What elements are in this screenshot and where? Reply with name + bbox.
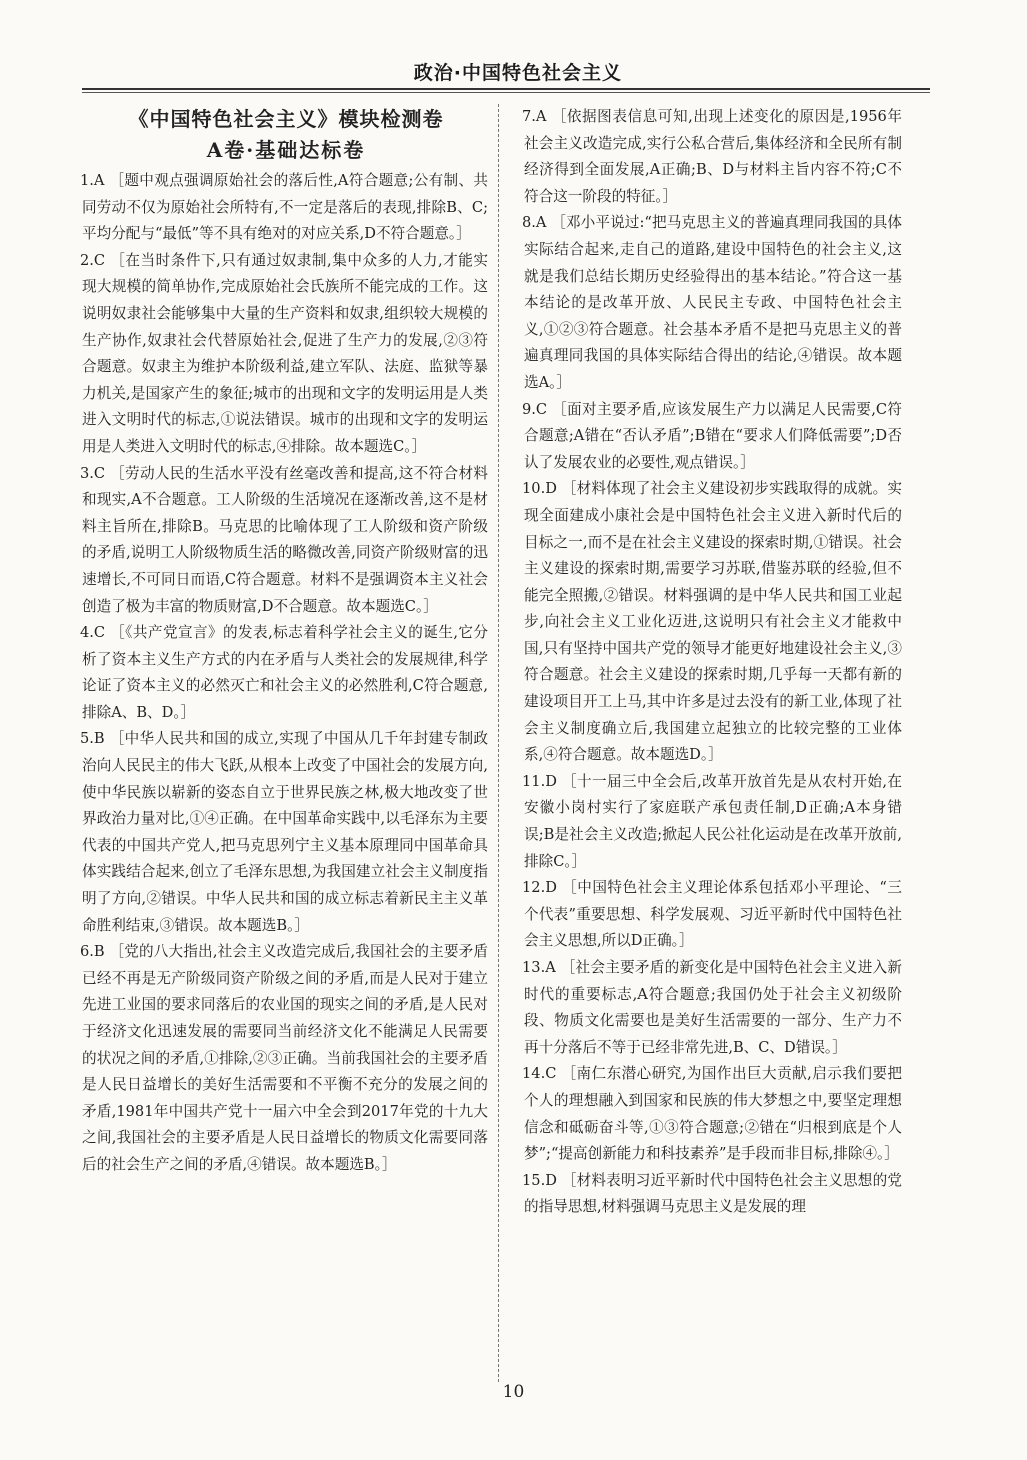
- answer-number: 10.D: [522, 480, 557, 498]
- volume-title: A卷·基础达标卷: [206, 138, 366, 162]
- answer-number: 12.D: [522, 879, 557, 897]
- answer-number: 4.C: [80, 624, 106, 642]
- answer-number: 3.C: [80, 464, 106, 482]
- answer-number: 8.A: [522, 214, 547, 232]
- answer-number: 2.C: [80, 251, 106, 269]
- answer-text: ［邓小平说过:“把马克思主义的普遍真理同我国的具体实际结合起来,走自己的道路,建设中国特色的社会主义,这就是我们总结长期历史经验得出的基本结论。”符合这一基本结论的是改革开放、人民民主专政、中国特色社会主义,①②③符合题意。社会基本矛盾不是把马克思主义的普遍真理同我国的具体实际结合得出的结论,④错误。故本题选A。］: [524, 214, 902, 391]
- answer-item-14: [510, 1061, 902, 1167]
- answer-text: ［中华人民共和国的成立,实现了中国从几千年封建专制政治向人民民主的伟大飞跃,从根本上改变了中国社会的发展方向,使中华民族以崭新的姿态自立于世界民族之林,极大地改变了世界政治力量对比,①④正确。在中国革命实践中,以毛泽东为主要代表的中国共产党人,把马克思列宁主义基本原理同中国革命具体实践结合起来,创立了毛泽东思想,为我国建立社会主义制度指明了方向,②错误。中华人民共和国的成立标志着新民主主义革命胜利结束,③错误。故本题选B。］: [82, 730, 488, 934]
- answer-text: ［在当时条件下,只有通过奴隶制,集中众多的人力,才能实现大规模的简单协作,完成原始社会氏族所不能完成的工作。这说明奴隶社会能够集中大量的生产资料和奴隶,组织较大规模的生产协作,奴隶社会代替原始社会,促进了生产力的发展,②③符合题意。奴隶主为维护本阶级利益,建立军队、法庭、监狱等暴力机关,是国家产生的象征;城市的出现和文字的发明运用是人类进入文明时代的标志,①说法错误。城市的出现和文字的发明运用是人类进入文明时代的标志,④排除。故本题选C。］: [82, 251, 489, 455]
- header-title: 政治·中国特色社会主义: [413, 62, 622, 84]
- answer-text: ［材料表明习近平新时代中国特色社会主义思想的党的指导思想,材料强调马克思主义是发展的理: [524, 1171, 902, 1216]
- column-divider: [498, 104, 499, 1382]
- answer-item-13: [510, 955, 902, 1061]
- answer-number: 7.A: [522, 108, 547, 125]
- answer-item-11: [510, 769, 902, 875]
- answer-item-5: [64, 726, 488, 939]
- answer-text: ［社会主要矛盾的新变化是中国特色社会主义进入新时代的重要标志,A符合题意;我国仍处于社会主义初级阶段、物质文化需要也是美好生活需要的一部分、生产力不再十分落后不等于已经非常先进,B、C、D错误。］: [524, 959, 902, 1056]
- answer-item-12: [510, 875, 902, 955]
- right-column: [510, 104, 902, 1221]
- answer-number: 14.C: [522, 1065, 557, 1083]
- answer-text: ［材料体现了社会主义建设初步实践取得的成就。实现全面建成小康社会是中国特色社会主义进入新时代后的目标之一,而不是在社会主义建设的探索时期,①错误。社会主义建设的探索时期,需要学习苏联,借鉴苏联的经验,但不能完全照搬,②错误。材料强调的是中华人民共和国工业起步,向社会主义工业化迈进,这说明只有社会主义才能救中国,只有坚持中国共产党的领导才能更好地建设社会主义,③符合题意。社会主义建设的探索时期,几乎每一天都有新的建设项目开工上马,其中许多是过去没有的新工业,体现了社会主义制度确立后,我国建立起独立的比较完整的工业体系,④符合题意。故本题选D。］: [524, 480, 902, 764]
- answer-item-6: [64, 939, 488, 1178]
- answer-text: ［党的八大指出,社会主义改造完成后,我国社会的主要矛盾已经不再是无产阶级同资产阶级之间的矛盾,而是人民对于建立先进工业国的要求同落后的农业国的现实之间的矛盾,是人民对于经济文化迅速发展的需要同当前经济文化不能满足人民需要的状况之间的矛盾,①排除,②③正确。当前我国社会的主要矛盾是人民日益增长的美好生活需要和不平衡不充分的发展之间的矛盾,1981年中国共产党十一届六中全会到2017年党的十九大之间,我国社会的主要矛盾是人民日益增长的物质文化需要同落后的社会生产之间的矛盾,④错误。故本题选B。］: [82, 943, 489, 1173]
- answer-number: 6.B: [80, 943, 105, 961]
- answer-item-9: [510, 397, 902, 477]
- answer-number: 5.B: [80, 730, 105, 748]
- answer-text: ［十一届三中全会后,改革开放首先是从农村开始,在安徽小岗村实行了家庭联产承包责任制,D正确;A本身错误;B是社会主义改造;掀起人民公社化运动是在改革开放前,排除C。］: [524, 772, 902, 870]
- answer-number: 9.C: [522, 400, 548, 418]
- module-title: 《中国特色社会主义》模块检测卷: [128, 107, 444, 131]
- answer-item-3: [64, 461, 488, 621]
- answer-item-1: [64, 168, 488, 248]
- answer-text: ［《共产党宣言》的发表,标志着科学社会主义的诞生,它分析了资本主义生产方式的内在矛盾与人类社会的发展规律,科学论证了资本主义的必然灭亡和社会主义的必然胜利,C符合题意,排除A、B、D。］: [82, 624, 489, 721]
- page-number: 10: [502, 1382, 525, 1402]
- answer-text: ［依据图表信息可知,出现上述变化的原因是,1956年社会主义改造完成,实行公私合营后,集体经济和全民所有制经济得到全面发展,A正确;B、D与材料主旨内容不符;C不符合这一阶段的特征。］: [524, 108, 903, 205]
- header-rule-thick: [82, 88, 930, 90]
- answer-text: ［题中观点强调原始社会的落后性,A符合题意;公有制、共同劳动不仅为原始社会所特有,不一定是落后的表现,排除B、C;平均分配与“最低”等不具有绝对的对应关系,D不符合题意。］: [82, 172, 488, 243]
- answer-text: ［劳动人民的生活水平没有丝毫改善和提高,这不符合材料和现实,A不合题意。工人阶级的生活境况在逐渐改善,这不是材料主旨所在,排除B。马克思的比喻体现了工人阶级和资产阶级的矛盾,说明工人阶级物质生活的略微改善,同资产阶级财富的迅速增长,不可同日而语,C符合题意。材料不是强调资本主义社会创造了极为丰富的物质财富,D不合题意。故本题选C。］: [82, 464, 488, 615]
- answer-text: ［中国特色社会主义理论体系包括邓小平理论、“三个代表”重要思想、科学发展观、习近平新时代中国特色社会主义思想,所以D正确。］: [524, 879, 903, 950]
- answer-text: ［面对主要矛盾,应该发展生产力以满足人民需要,C符合题意;A错在“否认矛盾”;B错在“要求人们降低需要”;D否认了发展农业的必要性,观点错误。］: [524, 400, 903, 471]
- answer-number: 1.A: [80, 172, 105, 189]
- answer-item-2: [64, 248, 488, 461]
- header-rule-thin: [82, 92, 930, 93]
- left-column: [64, 104, 488, 1179]
- answer-text: ［南仁东潜心研究,为国作出巨大贡献,启示我们要把个人的理想融入到国家和民族的伟大梦想之中,要坚定理想信念和砥砺奋斗等,①③符合题意;②错在“归根到底是个人梦”;“提高创新能力和科技素养”是手段而非目标,排除④。］: [524, 1065, 903, 1163]
- answer-item-8: [510, 210, 902, 396]
- answer-item-15: [510, 1168, 902, 1221]
- answer-number: 13.A: [522, 959, 556, 976]
- answer-number: 11.D: [522, 772, 557, 790]
- answer-item-4: [64, 620, 488, 726]
- answer-number: 15.D: [522, 1171, 557, 1189]
- answer-item-10: [510, 476, 902, 769]
- answer-item-7: [510, 104, 902, 210]
